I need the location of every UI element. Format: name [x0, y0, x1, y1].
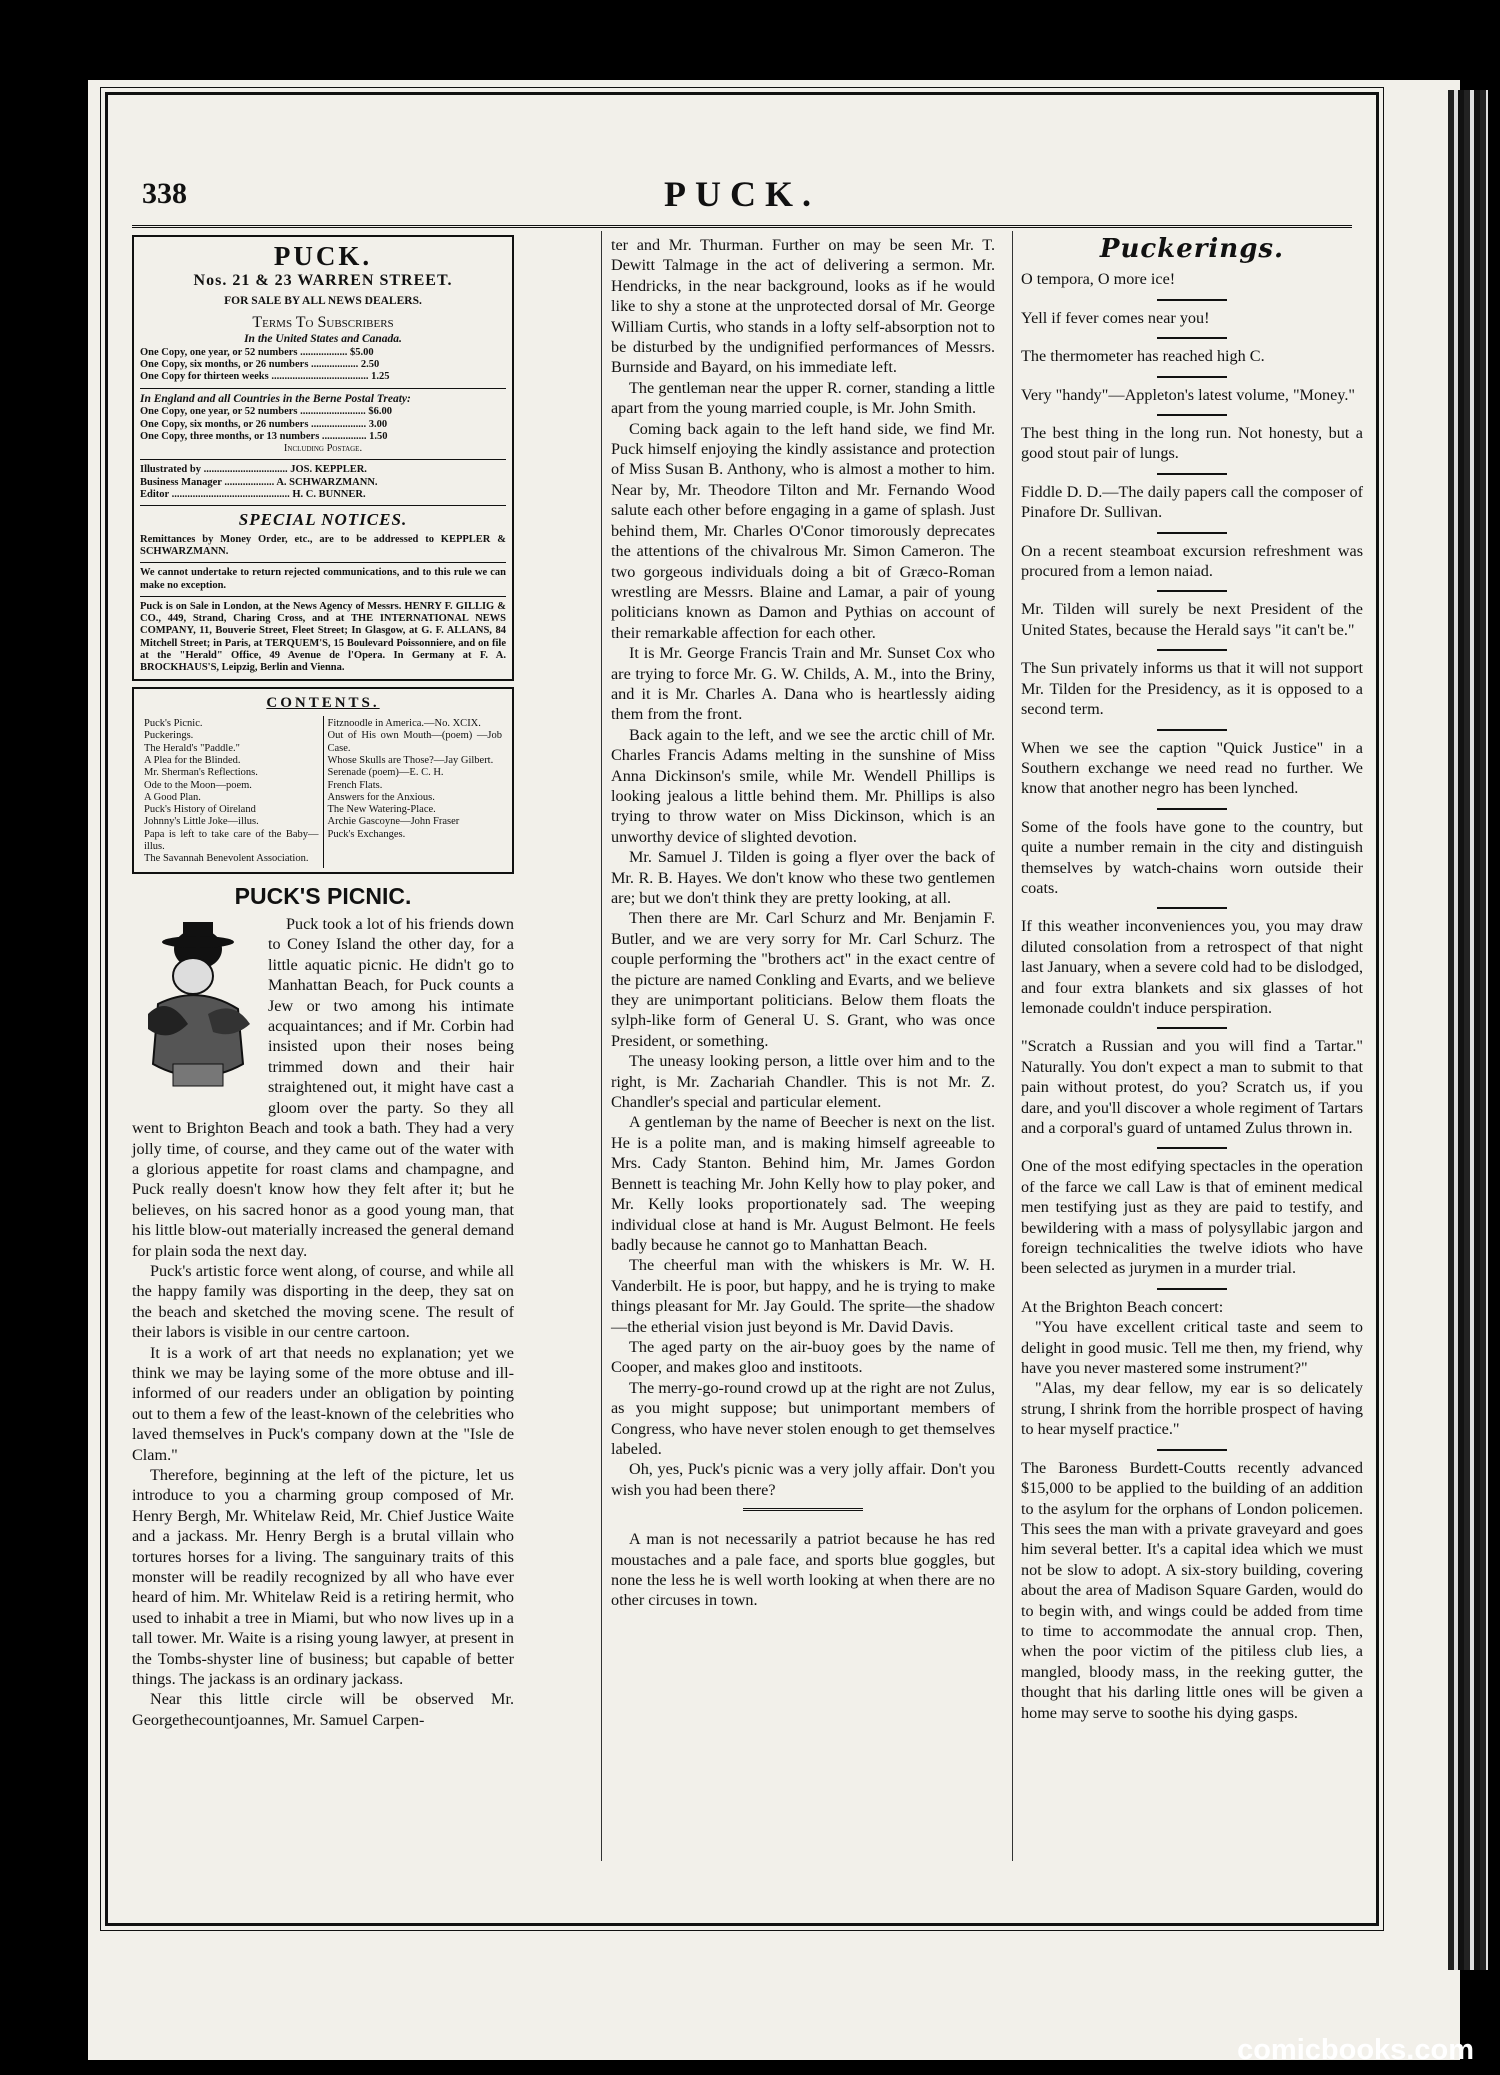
notice-agencies: Puck is on Sale in London, at the News Agency of Messrs. HENRY F. GILLIG & CO., 449, Strand, Charing Cross, and at THE INTERNATIONAL NEWS COMPANY, 11, Bouverie Street, Fleet Street; In Glasgow, at G. F. ALLANS, 84 Mitchell Street; in Paris, at TERQUEM'S, 15 Boulevard Poissonniere, and on file at the "Herald" Office, 49 Avenue de l'Opera. In Germany at F. A. BROCKHAUS'S, Leipzig, Berlin and Vienna.	[140, 600, 506, 674]
puckering-text: When we see the caption "Quick Justice" in a Southern exchange we need read no further. We know that another negro has been lynched.	[1021, 738, 1363, 798]
terms-row: One Copy for thirteen weeks ..................................... 1.25	[140, 371, 390, 383]
header-rule	[132, 225, 1352, 228]
puckering-item	[1021, 482, 1363, 523]
concert-dialogue: "Alas, my dear fellow, my ear is so delicately strung, I shrink from the horrible prospect of having to hear myself practice."	[1021, 1379, 1363, 1439]
separator	[1157, 299, 1227, 301]
notice-remittances: Remittances by Money Order, etc., are to be addressed to KEPPLER & SCHWARZMANN.	[140, 533, 506, 557]
contents-item: Answers for the Anxious.	[327, 791, 435, 803]
separator	[1157, 649, 1227, 651]
separator	[1157, 337, 1227, 339]
contents-item: Out of His own Mouth—(poem) —Job Case.	[327, 730, 502, 754]
contents-box	[132, 687, 514, 874]
contents-item: French Flats.	[327, 779, 383, 791]
article-paragraph: It is Mr. George Francis Train and Mr. Sunset Cox who are trying to force Mr. G. W. Childs, A. M., into the Briny, and it is Mr. Charles A. Dana who is heartlessly aiding them from the front.	[611, 644, 995, 724]
puckering-text: If this weather inconveniences you, you may draw diluted consolation from a retrospect of that night last January, when a severe cold had to be dislodged, and four extra blankets and six glasses of hot lemonade couldn't induce perspiration.	[1021, 917, 1363, 1017]
concert-dialogue: "You have excellent critical taste and seem to delight in good music. Tell me then, my friend, why have you never mastered some instrument?"	[1021, 1318, 1363, 1378]
divider	[140, 388, 506, 389]
puckering-text: Fiddle D. D.—The daily papers call the composer of Pinafore Dr. Sullivan.	[1021, 482, 1363, 522]
terms-berne-list	[140, 406, 506, 443]
puckering-text: The best thing in the long run. Not honesty, but a good stout pair of lungs.	[1021, 424, 1363, 463]
closing-paragraph: A man is not necessarily a patriot because he has red moustaches and a pale face, and sports blue goggles, but none the less he is well worth looking at when there are no other circuses in town.	[611, 1530, 995, 1610]
puckering-text: Mr. Tilden will surely be next President of the United States, because the Herald says "it can't be."	[1021, 600, 1363, 639]
staff-list	[140, 464, 506, 501]
puckering-item	[1021, 599, 1363, 640]
staff-row: Illustrated by ................................ JOS. KEPPLER.	[140, 464, 367, 476]
puckering-text: O tempora, O more ice!	[1021, 270, 1176, 289]
puckering-text: Very "handy"—Appleton's latest volume, "Money."	[1021, 385, 1356, 404]
separator	[1157, 473, 1227, 475]
separator	[1157, 907, 1227, 909]
article-paragraph: A gentleman by the name of Beecher is next on the list. He is a polite man, and is making himself agreeable to Mrs. Cady Stanton. Behind him, Mr. James Gordon Bennett is teaching Mr. John Kelly how to play poker, and Mr. Kelly looks proportionately sad. The weeping individual close at hand is Mr. August Belmont. He feels badly because he cannot go to Manhattan Beach.	[611, 1113, 995, 1254]
column-divider-2	[1012, 231, 1013, 1861]
separator	[1157, 1027, 1227, 1029]
contents-item: Archie Gascoyne—John Fraser	[327, 816, 460, 828]
address: Nos. 21 & 23 WARREN STREET.	[193, 272, 453, 289]
contents-item: Whose Skulls are Those?—Jay Gilbert.	[327, 754, 494, 766]
divider	[140, 459, 506, 460]
terms-row: One Copy, three months, or 13 numbers ................. 1.50	[140, 430, 388, 442]
terms-region-berne: In England and all Countries in the Berne Postal Treaty:	[140, 392, 411, 405]
puck-figure-illustration	[138, 914, 256, 1094]
article-paragraph: Oh, yes, Puck's picnic was a very jolly affair. Don't you wish you had been there?	[611, 1460, 995, 1499]
adjacent-page-edge	[1448, 90, 1488, 1970]
contents-item: Puck's Picnic.	[144, 718, 203, 730]
column-2	[611, 235, 995, 1611]
contents-item: Johnny's Little Joke—illus.	[144, 816, 259, 828]
contents-item: Puck's Exchanges.	[327, 828, 406, 840]
divider	[140, 562, 506, 563]
puckering-item	[1021, 308, 1363, 328]
puckering-item	[1021, 423, 1363, 464]
contents-item: Serenade (poem)—E. C. H.	[327, 767, 444, 779]
article-paragraph: The cheerful man with the whiskers is Mr. W. H. Vanderbilt. He is poor, but happy, and he is trying to make things pleasant for Mr. Jay Gould. The sprite—the shadow—the etherial vision just beyond is Mr. David Davis.	[611, 1256, 995, 1336]
separator	[1157, 808, 1227, 810]
article-paragraph: The uneasy looking person, a little over him and to the right, is Mr. Zachariah Chandler. This is not Mr. Z. Chandler's special and particular element.	[611, 1052, 995, 1112]
terms-row: One Copy, one year, or 52 numbers .................. $5.00	[140, 346, 374, 358]
puckering-item	[1021, 541, 1363, 582]
article-continued-paragraph: ter and Mr. Thurman. Further on may be seen Mr. T. Dewitt Talmage in the act of delivering a sermon. Mr. Hendricks, in the near background, looks as if he would like to shy a stone at the unprotected dorsal of Mr. George William Curtis, who stands in a lofty self-absorption not to be disturbed by the undignified performances of Messrs. Burnside and Bayard, on his immediate left.	[611, 236, 995, 377]
contents-item: Ode to the Moon—poem.	[144, 779, 252, 791]
page-number: 338	[142, 177, 187, 210]
puckering-item	[1021, 1036, 1363, 1138]
terms-row: One Copy, six months, or 26 numbers .................. 2.50	[140, 359, 380, 371]
article-paragraph: Puck's artistic force went along, of course, and while all the happy family was disporting in the deep, they sat on the beach and sketched the moving scene. The result of their labors is visible in our centre cartoon.	[132, 1261, 514, 1342]
separator	[1157, 532, 1227, 534]
article-paragraph: Near this little circle will be observed Mr. Georgethecountjoannes, Mr. Samuel Carpen-	[132, 1690, 514, 1729]
terms-us-list	[140, 347, 506, 384]
article-paragraph: Coming back again to the left hand side, we find Mr. Puck himself enjoying the kindly assistance and protection of Miss Susan B. Anthony, who is almost a mother to him. Near by, Mr. Theodore Tilton and Mr. Fernando Wood salute each other before engaging in a game of splash. Just behind them, Mr. Charles O'Conor timorously deprecates the attentions of the chivalrous Mr. Simon Cameron. The two gorgeous individuals doing a bit of Græco-Roman wrestling are Messrs. Blaine and Lamar, a pair of young politicians known as Damon and Pythias on account of their remarkable affection for each other.	[611, 419, 995, 642]
article-paragraph: The gentleman near the upper R. corner, standing a little apart from the young married couple, is Mr. John Smith.	[611, 378, 995, 418]
contents-item: Fitznoodle in America.—No. XCIX.	[327, 718, 481, 730]
puckering-item	[1021, 817, 1363, 899]
puckering-item	[1021, 385, 1363, 405]
article-paragraph: It is a work of art that needs no explanation; yet we think we may be laying some of the more obtuse and ill-informed of our readers under an obligation by pointing out to them a few of the least-known of the celebrities who laved themselves in Puck's company down at the "Isle de Clam."	[132, 1343, 514, 1464]
contents-right-column	[323, 716, 507, 868]
site-watermark: comicbooks.com	[1237, 2034, 1474, 2066]
terms-row: One Copy, six months, or 26 numbers ..................... 3.00	[140, 418, 388, 430]
concert-item	[1021, 1297, 1363, 1440]
article-paragraph: Therefore, beginning at the left of the picture, let us introduce to you a charming group composed of Mr. Henry Bergh, Mr. Whitelaw Reid, Mr. Chief Justice Waite and a jackass. Mr. Henry Bergh is a brutal villain who tortures horses for a living. The sanguinary traits of this monster will be readily recognized by all who have ever heard of him. Mr. Whitelaw Reid is a retiring hermit, who used to inhabit a tree in Miami, but who now lives up in a tall tower. Mr. Waite is a rising young lawyer, at present in the Tombs-shyster line of business; but capable of better things. The jackass is an ordinary jackass.	[132, 1466, 514, 1689]
puckering-text: On a recent steamboat excursion refreshment was procured from a lemon naiad.	[1021, 541, 1363, 581]
article-end-rule	[743, 1508, 863, 1511]
separator	[1157, 414, 1227, 416]
article-paragraph: Mr. Samuel J. Tilden is going a flyer over the back of Mr. R. B. Hayes. We don't know who these two gentlemen are; but we don't think they are pretty looking, at all.	[611, 848, 995, 907]
puckering-text: The thermometer has reached high C.	[1021, 347, 1265, 366]
contents-title: CONTENTS.	[266, 694, 380, 711]
contents-item: Puckerings.	[144, 730, 194, 742]
contents-table	[140, 716, 506, 868]
separator	[1157, 1147, 1227, 1149]
article-paragraph: Puck took a lot of his friends down to Coney Island the other day, for a little aquatic picnic. He didn't go to Manhattan Beach, for Puck counts a Jew or two among his intimate acquaintances; and if Mr. Corbin had insisted upon their noses being trimmed down and their hair straightened out, it might have cast a gloom over the party. So they all went to Brighton Beach and took a bath. They had a very jolly time, of course, and they came out of the water with a glorious appetite for roast clams and champagne, and Puck really doesn't know how they felt after it; but he believes, on his sacred honor as a good young man, that his little blow-out materially increased the general demand for plain soda the next day.	[132, 915, 514, 1260]
masthead: PUCK.	[664, 174, 820, 214]
staff-row: Editor ............................................. H. C. BUNNER.	[140, 488, 366, 500]
column-1	[132, 235, 514, 1730]
puckering-item	[1021, 346, 1363, 366]
separator	[1157, 1288, 1227, 1290]
contents-left-column	[140, 716, 323, 868]
contents-item: Papa is left to take care of the Baby—illus.	[144, 828, 319, 853]
contents-item: Mr. Sherman's Reflections.	[144, 767, 258, 779]
for-sale-line: FOR SALE BY ALL NEWS DEALERS.	[224, 295, 422, 308]
article-title: PUCK'S PICNIC.	[234, 882, 412, 909]
puckering-item	[1021, 269, 1363, 289]
publication-info-box	[132, 235, 514, 681]
puckerings-title: Puckerings.	[1099, 234, 1285, 264]
including-postage: Including Postage.	[283, 443, 363, 455]
contents-item: The Savannah Benevolent Association.	[144, 853, 309, 865]
concert-intro: At the Brighton Beach concert:	[1021, 1297, 1224, 1316]
terms-heading: Terms To Subscribers	[252, 313, 394, 331]
separator	[1157, 376, 1227, 378]
contents-item: The Herald's "Paddle."	[144, 742, 240, 754]
terms-region-us: In the United States and Canada.	[244, 333, 402, 346]
column-divider-1	[601, 231, 602, 1861]
separator	[1157, 1449, 1227, 1451]
staff-row: Business Manager ................... A. SCHWARZMANN.	[140, 476, 378, 488]
article-paragraph: The merry-go-round crowd up at the right are not Zulus, as you might suppose; but unimportant members of Congress, who have never stolen enough to get themselves labeled.	[611, 1378, 995, 1458]
contents-item: A Plea for the Blinded.	[144, 754, 241, 766]
page-frame	[105, 92, 1379, 1926]
column-3	[1021, 235, 1363, 1725]
article-paragraph: The aged party on the air-buoy goes by the name of Cooper, and makes gloo and institoots.	[611, 1337, 995, 1377]
separator	[1157, 590, 1227, 592]
article-paragraph: Back again to the left, and we see the arctic chill of Mr. Charles Francis Adams melting in the sunshine of Miss Anna Dickinson's smile, while Mr. Wendell Phillips is looking jealous a little behind them. Mr. Phillips is also trying to throw water on Miss Dickinson, which is an unworthy device of slighted devotion.	[611, 725, 995, 846]
contents-item: The New Watering-Place.	[327, 804, 436, 816]
puckering-text: The Sun privately informs us that it will not support Mr. Tilden for the Presidency, as it is opposed to a second term.	[1021, 659, 1363, 719]
special-notices-heading: SPECIAL NOTICES.	[238, 510, 408, 530]
puckering-text: The Baroness Burdett-Coutts recently advanced $15,000 to be applied to the building of an addition to the asylum for the orphans of London policemen. This sees the man with a private graveyard and goes him several better. It's a capital idea which we must not be slow to adopt. A six-story building, covering about the area of Madison Square Garden, would do to begin with, and wings could be added from time to time to accommodate the annual crop. Then, when the poor victim of the pitiless club lies, a mangled, bloody mass, in the reeking gutter, the thought that his darling little ones will be given a home may serve to soothe his dying gasps.	[1021, 1458, 1363, 1722]
divider	[140, 505, 506, 506]
puckering-text: Some of the fools have gone to the country, but quite a number remain in the city and distinguish themselves by watch-chains worn outside their coats.	[1021, 817, 1363, 897]
divider	[140, 596, 506, 597]
puckering-item	[1021, 738, 1363, 799]
separator	[1157, 729, 1227, 731]
contents-item: Puck's History of Oireland	[144, 804, 256, 816]
notice-rejected: We cannot undertake to return rejected communications, and to this rule we can make no exception.	[140, 567, 506, 591]
puck-title: PUCK.	[273, 241, 373, 271]
puckering-item	[1021, 1458, 1363, 1723]
puckering-text: "Scratch a Russian and you will find a Tartar." Naturally. You don't expect a man to submit to that pain without protest, do you? Scratch us, if you dare, and you'll discover a whole regiment of Tartars and a corporal's guard of untamed Zulus thrown in.	[1021, 1037, 1363, 1137]
terms-row: One Copy, one year, or 52 numbers ......................... $6.00	[140, 406, 393, 418]
puckering-item	[1021, 916, 1363, 1018]
puckering-text: One of the most edifying spectacles in the operation of the farce we call Law is that of eminent medical men testifying just as they are paid to testify, and bewildering with a mass of polysyllabic jargon and foreign technicalities the twelve idiots who have been selected as jurymen in a murder trial.	[1021, 1157, 1363, 1278]
puckering-item	[1021, 1156, 1363, 1278]
puckering-item	[1021, 658, 1363, 719]
puckering-text: Yell if fever comes near you!	[1021, 308, 1210, 327]
article-paragraph: Then there are Mr. Carl Schurz and Mr. Benjamin F. Butler, and we are very sorry for Mr. Carl Schurz. The couple performing the "brothers act" in the exact centre of the picture are named Conkling and Evarts, and we believe they are unimportant politicians. Below them floats the sylph-like form of General U. S. Grant, who was once President, or something.	[611, 909, 995, 1050]
contents-item: A Good Plan.	[144, 791, 201, 803]
